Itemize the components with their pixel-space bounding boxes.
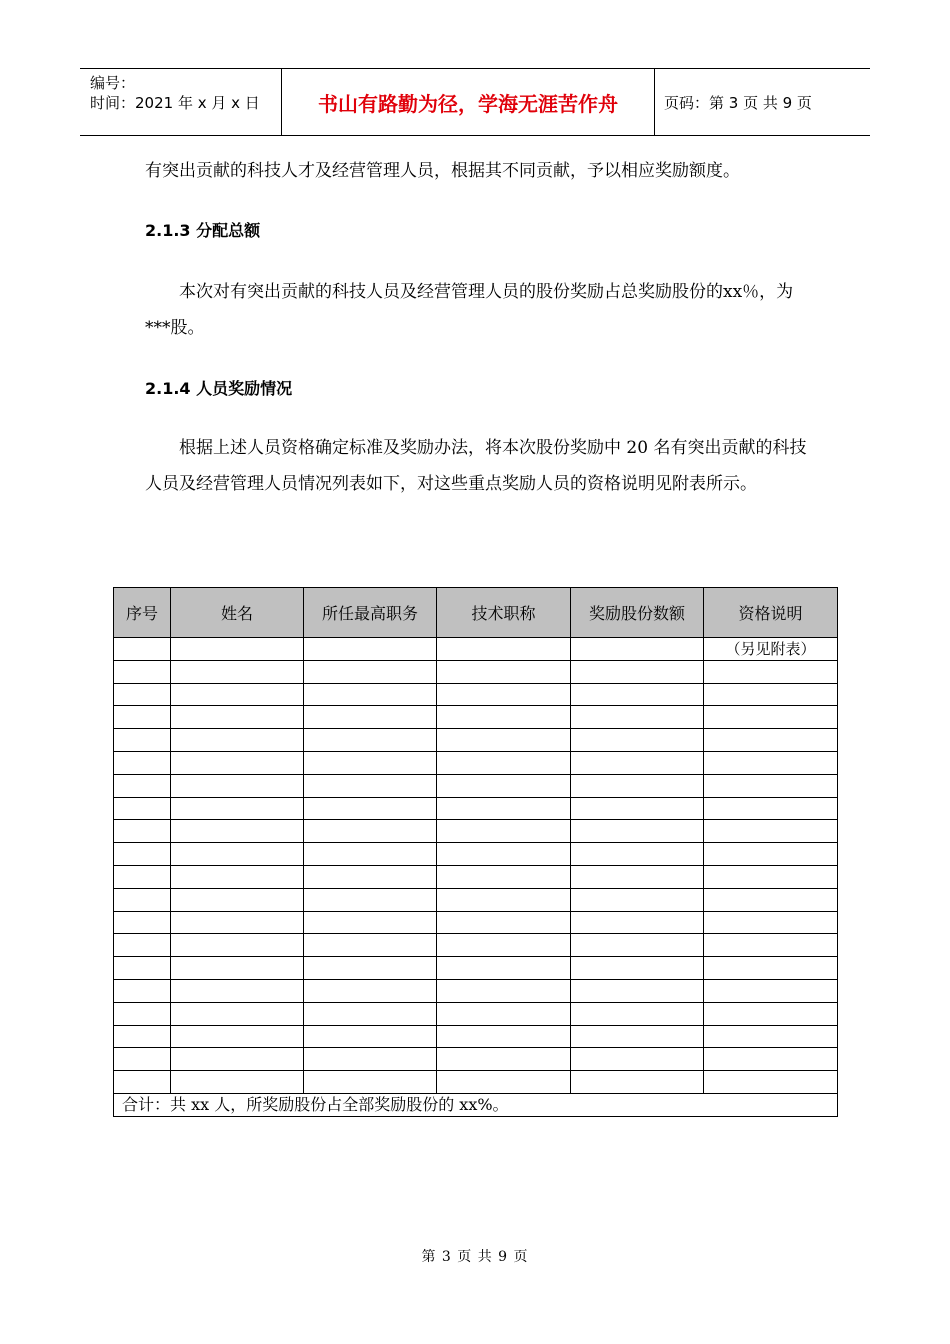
table-cell xyxy=(571,797,704,820)
table-row xyxy=(114,638,838,661)
table-cell xyxy=(437,843,571,866)
table-cell xyxy=(304,957,437,980)
table-cell xyxy=(171,683,304,706)
table-cell xyxy=(571,729,704,752)
table-cell xyxy=(114,979,171,1002)
table-total-text: 合计：共 xx 人，所奖励股份占全部奖励股份的 xx%。 xyxy=(114,1093,838,1116)
table-row xyxy=(114,1048,838,1071)
table-cell xyxy=(571,911,704,934)
table-cell xyxy=(114,820,171,843)
table-cell xyxy=(304,843,437,866)
table-cell xyxy=(171,751,304,774)
table-row xyxy=(114,820,838,843)
table-cell xyxy=(304,683,437,706)
table-cell xyxy=(704,706,838,729)
table-cell xyxy=(437,820,571,843)
table-cell xyxy=(571,888,704,911)
table-cell xyxy=(571,660,704,683)
table-cell xyxy=(437,865,571,888)
table-row xyxy=(114,751,838,774)
table-cell xyxy=(571,1071,704,1094)
table-cell xyxy=(304,1002,437,1025)
table-row xyxy=(114,774,838,797)
header-motto: 书山有路勤为径，学海无涯苦作舟 xyxy=(282,69,655,135)
table-cell xyxy=(571,706,704,729)
table-cell xyxy=(304,979,437,1002)
header-page-info: 页码：第 3 页 共 9 页 xyxy=(664,93,812,112)
table-row xyxy=(114,683,838,706)
table-cell xyxy=(437,1002,571,1025)
table-cell xyxy=(437,1071,571,1094)
table-row xyxy=(114,660,838,683)
table-cell xyxy=(704,843,838,866)
paragraph-3: 根据上述人员资格确定标准及奖励办法，将本次股份奖励中 20 名有突出贡献的科技人员及经营管理人员情况列表如下，对这些重点奖励人员的资格说明见附表所示。 xyxy=(145,438,807,494)
table-cell xyxy=(704,820,838,843)
table-cell xyxy=(704,865,838,888)
table-cell xyxy=(171,706,304,729)
table-cell xyxy=(571,820,704,843)
table-cell xyxy=(704,729,838,752)
col-header-shares: 奖励股份数额 xyxy=(571,588,704,638)
table-cell xyxy=(171,934,304,957)
table-row xyxy=(114,1025,838,1048)
table-cell xyxy=(114,774,171,797)
table-cell xyxy=(437,1048,571,1071)
table-cell xyxy=(571,934,704,957)
table-cell xyxy=(114,843,171,866)
table-cell xyxy=(704,1002,838,1025)
page-footer: 第 3 页 共 9 页 xyxy=(421,1249,529,1265)
table-cell xyxy=(171,1002,304,1025)
table-cell xyxy=(304,797,437,820)
header-meta xyxy=(80,69,282,135)
table-cell xyxy=(437,683,571,706)
col-header-title: 技术职称 xyxy=(437,588,571,638)
table-cell xyxy=(437,706,571,729)
table-cell xyxy=(171,729,304,752)
see-appendix-note: （另见附表） xyxy=(704,638,838,661)
table-cell xyxy=(171,911,304,934)
table-header-row xyxy=(114,588,838,638)
table-row xyxy=(114,979,838,1002)
table-cell xyxy=(171,888,304,911)
table-cell xyxy=(437,934,571,957)
table-cell xyxy=(171,1048,304,1071)
table-cell xyxy=(171,1025,304,1048)
table-row xyxy=(114,911,838,934)
section-heading-2-1-4: 2.1.4 人员奖励情况 xyxy=(145,379,293,398)
table-cell xyxy=(571,774,704,797)
table-cell xyxy=(171,957,304,980)
table-cell xyxy=(437,957,571,980)
section-heading-2-1-3: 2.1.3 分配总额 xyxy=(145,221,261,240)
table-cell xyxy=(304,729,437,752)
table-cell xyxy=(571,751,704,774)
table-cell xyxy=(571,1002,704,1025)
table-cell xyxy=(304,820,437,843)
table-cell xyxy=(114,1025,171,1048)
table-cell xyxy=(114,751,171,774)
table-cell xyxy=(704,660,838,683)
table-cell xyxy=(571,957,704,980)
table-cell xyxy=(114,797,171,820)
col-header-qualification: 资格说明 xyxy=(704,588,838,638)
table-cell xyxy=(114,888,171,911)
page-header xyxy=(80,68,870,136)
table-cell xyxy=(304,774,437,797)
table-cell xyxy=(114,660,171,683)
table-cell xyxy=(704,888,838,911)
table-cell xyxy=(571,1025,704,1048)
table-cell xyxy=(437,729,571,752)
table-cell xyxy=(437,979,571,1002)
table-cell xyxy=(704,979,838,1002)
table-cell xyxy=(437,1025,571,1048)
table-row xyxy=(114,797,838,820)
table-cell xyxy=(704,957,838,980)
table-cell xyxy=(114,911,171,934)
table-cell xyxy=(704,751,838,774)
table-cell xyxy=(437,797,571,820)
table-cell xyxy=(114,683,171,706)
table-cell xyxy=(114,729,171,752)
col-header-position: 所任最高职务 xyxy=(304,588,437,638)
table-cell xyxy=(114,865,171,888)
table-cell xyxy=(304,1025,437,1048)
table-cell xyxy=(704,797,838,820)
table-row xyxy=(114,888,838,911)
table-cell xyxy=(114,706,171,729)
table-cell xyxy=(437,888,571,911)
table-cell xyxy=(171,660,304,683)
table-cell xyxy=(304,1048,437,1071)
table-cell xyxy=(304,934,437,957)
table-cell xyxy=(171,843,304,866)
table-row xyxy=(114,957,838,980)
paragraph-1: 有突出贡献的科技人才及经营管理人员，根据其不同贡献，予以相应奖励额度。 xyxy=(145,161,740,181)
table-row xyxy=(114,865,838,888)
table-cell xyxy=(171,865,304,888)
table-cell xyxy=(437,774,571,797)
table-cell xyxy=(171,774,304,797)
table-cell xyxy=(304,706,437,729)
table-cell xyxy=(437,911,571,934)
table-cell xyxy=(304,1071,437,1094)
table-cell xyxy=(571,843,704,866)
table-cell xyxy=(171,820,304,843)
table-cell xyxy=(304,865,437,888)
table-cell xyxy=(704,1025,838,1048)
col-header-name: 姓名 xyxy=(171,588,304,638)
table-row xyxy=(114,1071,838,1094)
table-cell xyxy=(114,1071,171,1094)
table-cell xyxy=(114,934,171,957)
table-row xyxy=(114,934,838,957)
table-cell xyxy=(571,979,704,1002)
table-cell xyxy=(304,660,437,683)
table-cell xyxy=(171,979,304,1002)
table-cell xyxy=(304,888,437,911)
table-cell xyxy=(704,1048,838,1071)
table-cell xyxy=(114,1048,171,1071)
award-table xyxy=(113,587,838,1117)
table-cell xyxy=(171,1071,304,1094)
table-total-row xyxy=(114,1093,838,1116)
table-cell xyxy=(171,797,304,820)
table-cell xyxy=(437,660,571,683)
table-cell xyxy=(704,683,838,706)
table-cell xyxy=(114,1002,171,1025)
doc-date-label: 时间：2021 年 x 月 x 日 xyxy=(90,94,260,112)
table-cell xyxy=(571,683,704,706)
table-row xyxy=(114,1002,838,1025)
table-cell xyxy=(704,774,838,797)
doc-number-label: 编号： xyxy=(90,74,136,92)
table-cell xyxy=(704,911,838,934)
table-cell xyxy=(437,751,571,774)
table-cell xyxy=(304,911,437,934)
col-header-seq: 序号 xyxy=(114,588,171,638)
table-cell xyxy=(571,865,704,888)
table-cell xyxy=(571,1048,704,1071)
table-row xyxy=(114,729,838,752)
table-cell xyxy=(704,934,838,957)
table-row xyxy=(114,706,838,729)
paragraph-2: 本次对有突出贡献的科技人员及经营管理人员的股份奖励占总奖励股份的xx％，为***股。 xyxy=(145,282,794,338)
table-row xyxy=(114,843,838,866)
table-cell xyxy=(304,751,437,774)
table-cell xyxy=(704,1071,838,1094)
table-cell xyxy=(114,957,171,980)
